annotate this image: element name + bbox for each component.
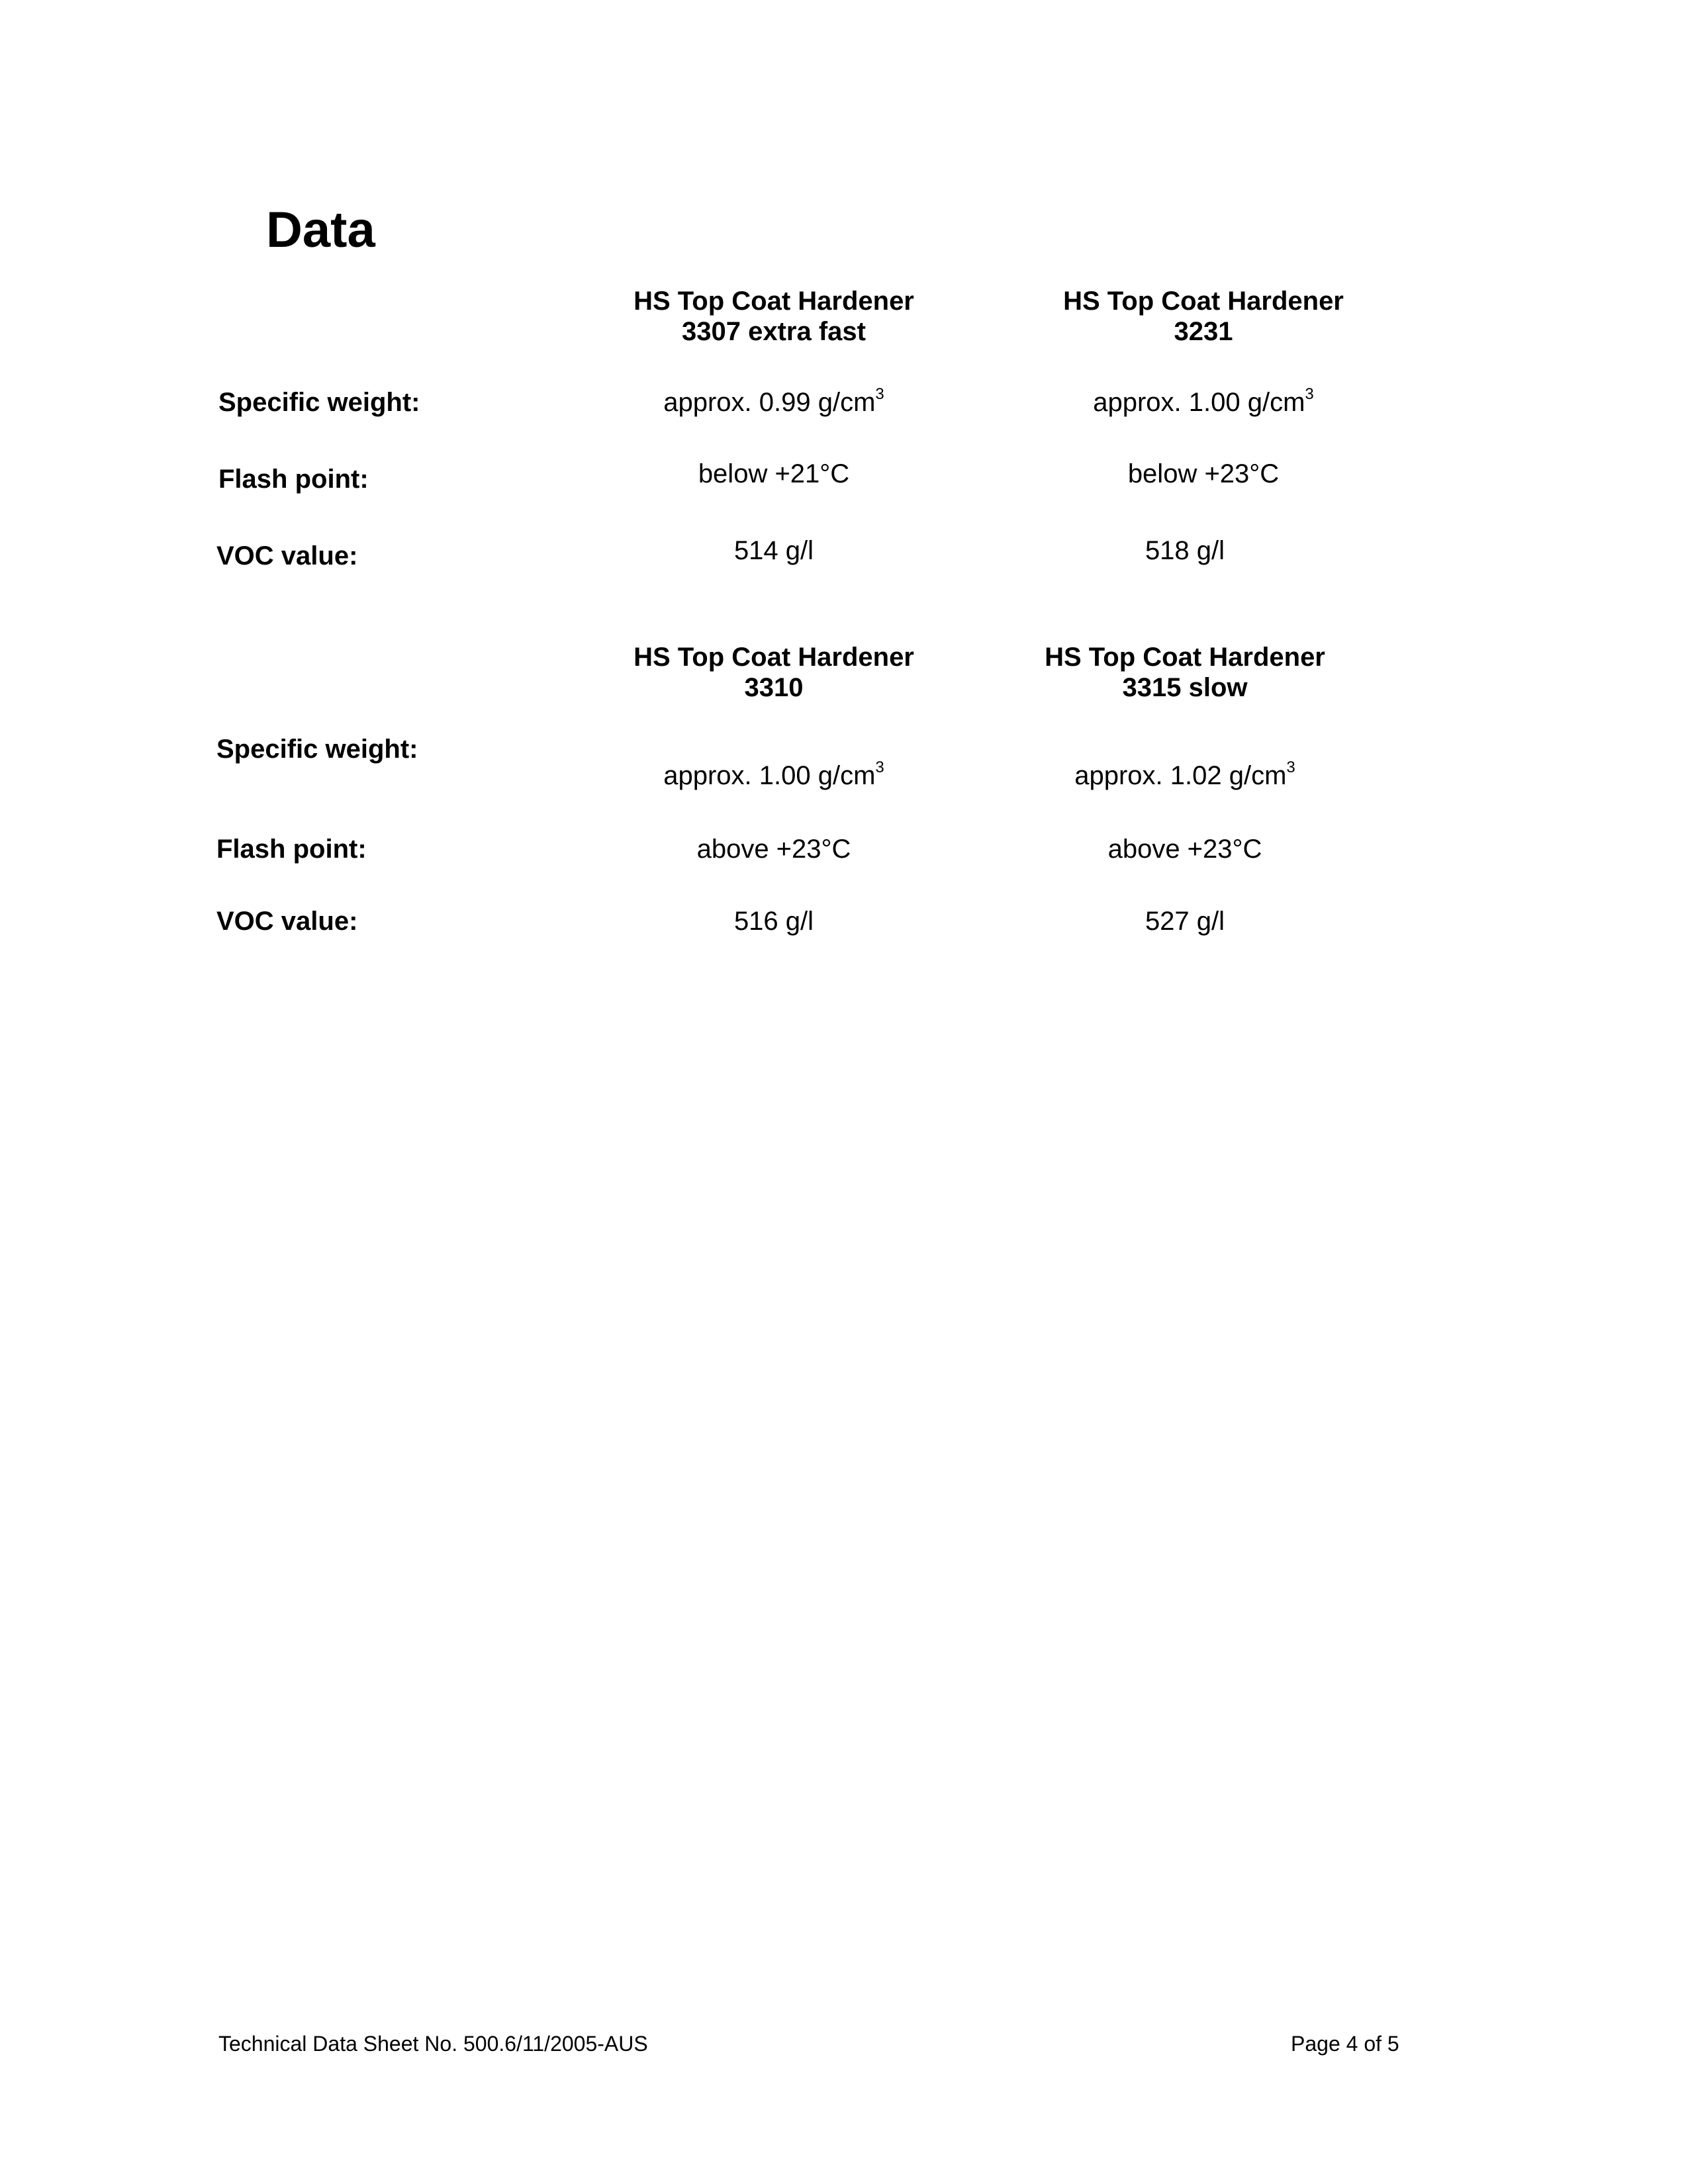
label-voc-value: VOC value: <box>216 907 358 936</box>
value-text: approx. 0.99 g/cm <box>663 388 876 417</box>
value-voc-3315: 527 g/l <box>1145 907 1225 936</box>
product-name-line2: 3307 extra fast <box>682 317 866 346</box>
superscript-exponent: 3 <box>875 385 884 403</box>
superscript-exponent: 3 <box>875 758 884 776</box>
label-voc-value: VOC value: <box>216 541 358 570</box>
footer-document-number: Technical Data Sheet No. 500.6/11/2005-AUS <box>218 2032 648 2056</box>
value-text: approx. 1.00 g/cm <box>1093 388 1305 417</box>
footer-page-number: Page 4 of 5 <box>1291 2032 1399 2056</box>
product-name-line1: HS Top Coat Hardener <box>633 287 914 316</box>
label-specific-weight: Specific weight: <box>216 735 418 764</box>
value-flash-point-3231: below +23°C <box>1127 459 1280 488</box>
product-name-line2: 3231 <box>1174 317 1233 346</box>
product-name-line2: 3315 slow <box>1122 673 1248 702</box>
page-title: Data <box>266 202 375 258</box>
product-name-line1: HS Top Coat Hardener <box>633 643 914 672</box>
product-header-3307 <box>542 286 1006 347</box>
value-specific-weight-3307 <box>542 385 1006 417</box>
product-header-3231 <box>972 286 1435 347</box>
product-name-line2: 3310 <box>744 673 804 702</box>
product-name-line1: HS Top Coat Hardener <box>1045 643 1325 672</box>
product-header-3315 <box>953 642 1417 703</box>
value-flash-point-3315: above +23°C <box>1107 835 1262 864</box>
value-text: approx. 1.00 g/cm <box>663 761 876 790</box>
value-specific-weight-3315 <box>953 758 1417 790</box>
value-voc-3307: 514 g/l <box>733 536 814 565</box>
value-text: approx. 1.02 g/cm <box>1074 761 1287 790</box>
value-voc-3310: 516 g/l <box>733 907 814 936</box>
product-header-3310 <box>542 642 1006 703</box>
label-flash-point: Flash point: <box>218 465 369 494</box>
label-specific-weight: Specific weight: <box>218 388 420 417</box>
product-name-line1: HS Top Coat Hardener <box>1063 287 1344 316</box>
value-flash-point-3307: below +21°C <box>698 459 850 488</box>
superscript-exponent: 3 <box>1305 385 1314 403</box>
value-specific-weight-3231 <box>972 385 1435 417</box>
superscript-exponent: 3 <box>1286 758 1295 776</box>
label-flash-point: Flash point: <box>216 835 367 864</box>
value-flash-point-3310: above +23°C <box>696 835 851 864</box>
value-voc-3231: 518 g/l <box>1145 536 1225 565</box>
value-specific-weight-3310 <box>542 758 1006 790</box>
